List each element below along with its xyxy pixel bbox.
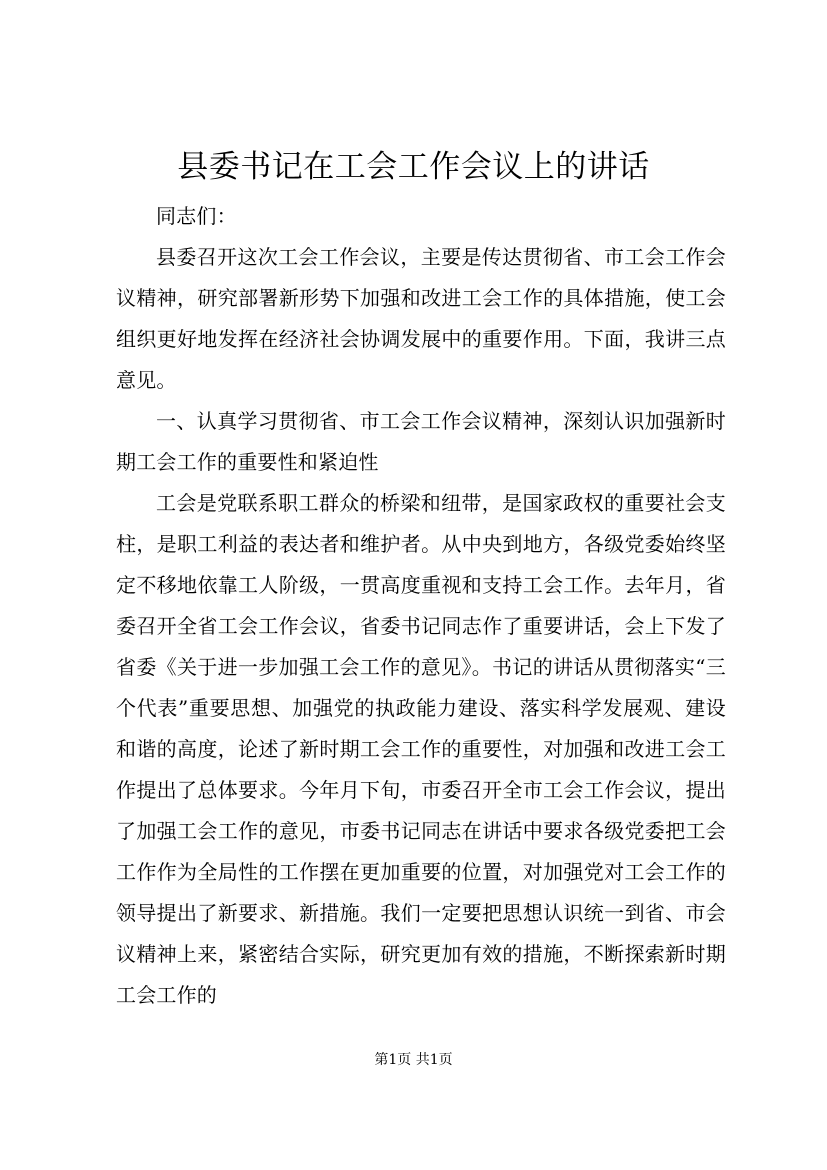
document-body	[116, 196, 726, 1016]
salutation: 同志们：	[156, 204, 237, 228]
page-footer: 第1页 共1页	[374, 1052, 453, 1068]
document-title: 县委书记在工会工作会议上的讲话	[177, 149, 650, 185]
section-heading-1: 一、认真学习贯彻省、市工会工作会议精神，深刻认识加强新时期工会工作的重要性和紧迫性	[116, 409, 726, 474]
paragraph-intro: 县委召开这次工会工作会议，主要是传达贯彻省、市工会工作会议精神，研究部署新形势下加强和改进工会工作的具体措施，使工会组织更好地发挥在经济社会协调发展中的重要作用。下面，我讲三点意见。	[116, 245, 726, 392]
paragraph-body: 工会是党联系职工群众的桥梁和纽带，是国家政权的重要社会支柱，是职工利益的表达者和维护者。从中央到地方，各级党委始终坚定不移地依靠工人阶级，一贯高度重视和支持工会工作。去年月，省委召开全省工会工作会议，省委书记同志作了重要讲话，会上下发了省委《关于进一步加强工会工作的意见》。书记的讲话从贯彻落实“三个代表”重要思想、加强党的执政能力建设、落实科学发展观、建设和谐的高度，论述了新时期工会工作的重要性，对加强和改进工会工作提出了总体要求。今年月下旬，市委召开全市工会工作会议，提出了加强工会工作的意见，市委书记同志在讲话中要求各级党委把工会工作作为全局性的工作摆在更加重要的位置，对加强党对工会工作的领导提出了新要求、新措施。我们一定要把思想认识统一到省、市会议精神上来，紧密结合实际，研究更加有效的措施，不断探索新时期工会工作的	[116, 491, 726, 1007]
